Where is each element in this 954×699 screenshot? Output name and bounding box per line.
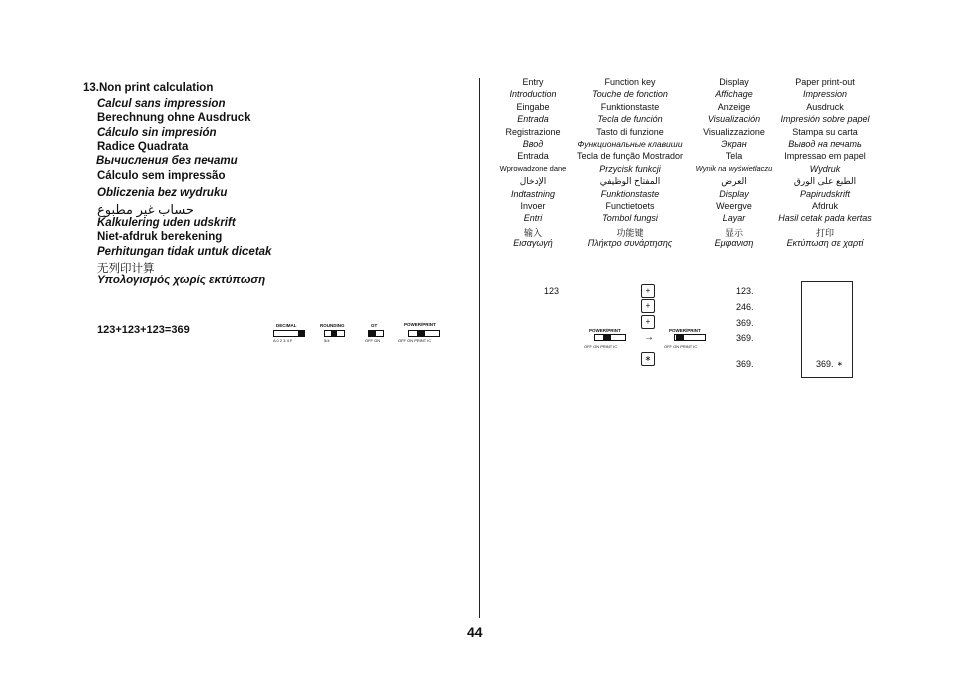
power-before-label: POWER/PRINT [589, 328, 621, 333]
power-after-ticks: OFF ON PRINT IC [664, 344, 698, 349]
gt-switch [368, 330, 384, 337]
decimal-switch [273, 330, 305, 337]
display-2: 246. [736, 302, 754, 312]
title-zh: 无列印计算 [97, 263, 155, 275]
arrow-icon: → [644, 332, 654, 343]
power-after-label: POWER/PRINT [669, 328, 701, 333]
legend-col-entry: Entry Introduction Eingabe Entrada Registrazione Ввод Entrada Wprowadzone dane الإدخال Indtastning Invoer Entri 输入 Εισαγωγή [499, 77, 567, 249]
gt-ticks: OFF ON [365, 338, 381, 343]
title-nl: Niet-afdruk berekening [97, 231, 223, 243]
title-ar: حساب غير مطبوع [97, 202, 194, 217]
paper-total-symbol: ∗ [837, 361, 843, 368]
page-number: 44 [467, 624, 483, 640]
decimal-label: DECIMAL [276, 323, 297, 328]
section-heading: 13.Non print calculation [83, 82, 214, 94]
column-divider [479, 78, 480, 618]
power-ticks: OFF ON PRINT IC [398, 338, 432, 343]
plus-key-1: + [641, 284, 655, 298]
title-da: Kalkulering uden udskrift [97, 217, 236, 229]
decimal-ticks: A 0 2 3 4 F [273, 338, 293, 343]
title-id: Perhitungan tidak untuk dicetak [97, 246, 272, 258]
legend-col-paper: Paper print-out Impression Ausdruck Impresión sobre papel Stampa su carta Вывод на печать Impressao em papel Wydruk الطبع على الورق Papirudskrift Afdruk Hasil cetak pada kertas 打印 Εκτύπωση σε χαρτί [778, 77, 872, 249]
rounding-label: ROUNDING [320, 323, 345, 328]
title-pl: Obliczenia bez wydruku [97, 187, 228, 199]
rounding-switch [324, 330, 345, 337]
power-label: POWER/PRINT [404, 322, 436, 327]
title-it: Radice Quadrata [97, 141, 189, 153]
entry-value: 123 [544, 286, 560, 296]
legend-col-display: Display Affichage Anzeige Visualización Visualizzazione Экран Tela Wynik na wyświetlaczu العرض Display Weergve Layar 显示 Εμφανιση [695, 77, 773, 249]
gt-label: GT [371, 323, 378, 328]
title-fr: Calcul sans impression [97, 98, 226, 110]
title-ru: Вычисления без печати [96, 155, 238, 167]
paper-value: 369. [816, 359, 834, 369]
power-switch [408, 330, 440, 337]
legend-col-function: Function key Touche de fonction Funktionstaste Tecla de función Tasto di funzione Функциональные клавиши Tecla de função Mostrador Przycisk funkcji المفتاح الوظيفي Funktionstaste Functietoets Tombol fungsi 功能键 Πλήκτρο συνάρτησης [576, 77, 684, 249]
plus-key-2: + [641, 299, 655, 313]
power-after-switch [674, 334, 706, 341]
power-before-ticks: OFF ON PRINT IC [584, 344, 618, 349]
display-5: 369. [736, 359, 754, 369]
total-key: ∗ [641, 352, 655, 366]
plus-key-3: + [641, 315, 655, 329]
example-expression: 123+123+123=369 [97, 324, 190, 336]
display-1: 123. [736, 286, 754, 296]
power-before-switch [594, 334, 626, 341]
display-3: 369. [736, 318, 754, 328]
title-pt: Cálculo sem impressão [97, 170, 226, 182]
title-es: Cálculo sin impresión [97, 127, 217, 139]
title-el: Υπολογισμός χωρίς εκτύπωση [97, 274, 266, 286]
display-4: 369. [736, 333, 754, 343]
title-de: Berechnung ohne Ausdruck [97, 112, 251, 124]
rounding-ticks: 5/4 [324, 338, 330, 343]
